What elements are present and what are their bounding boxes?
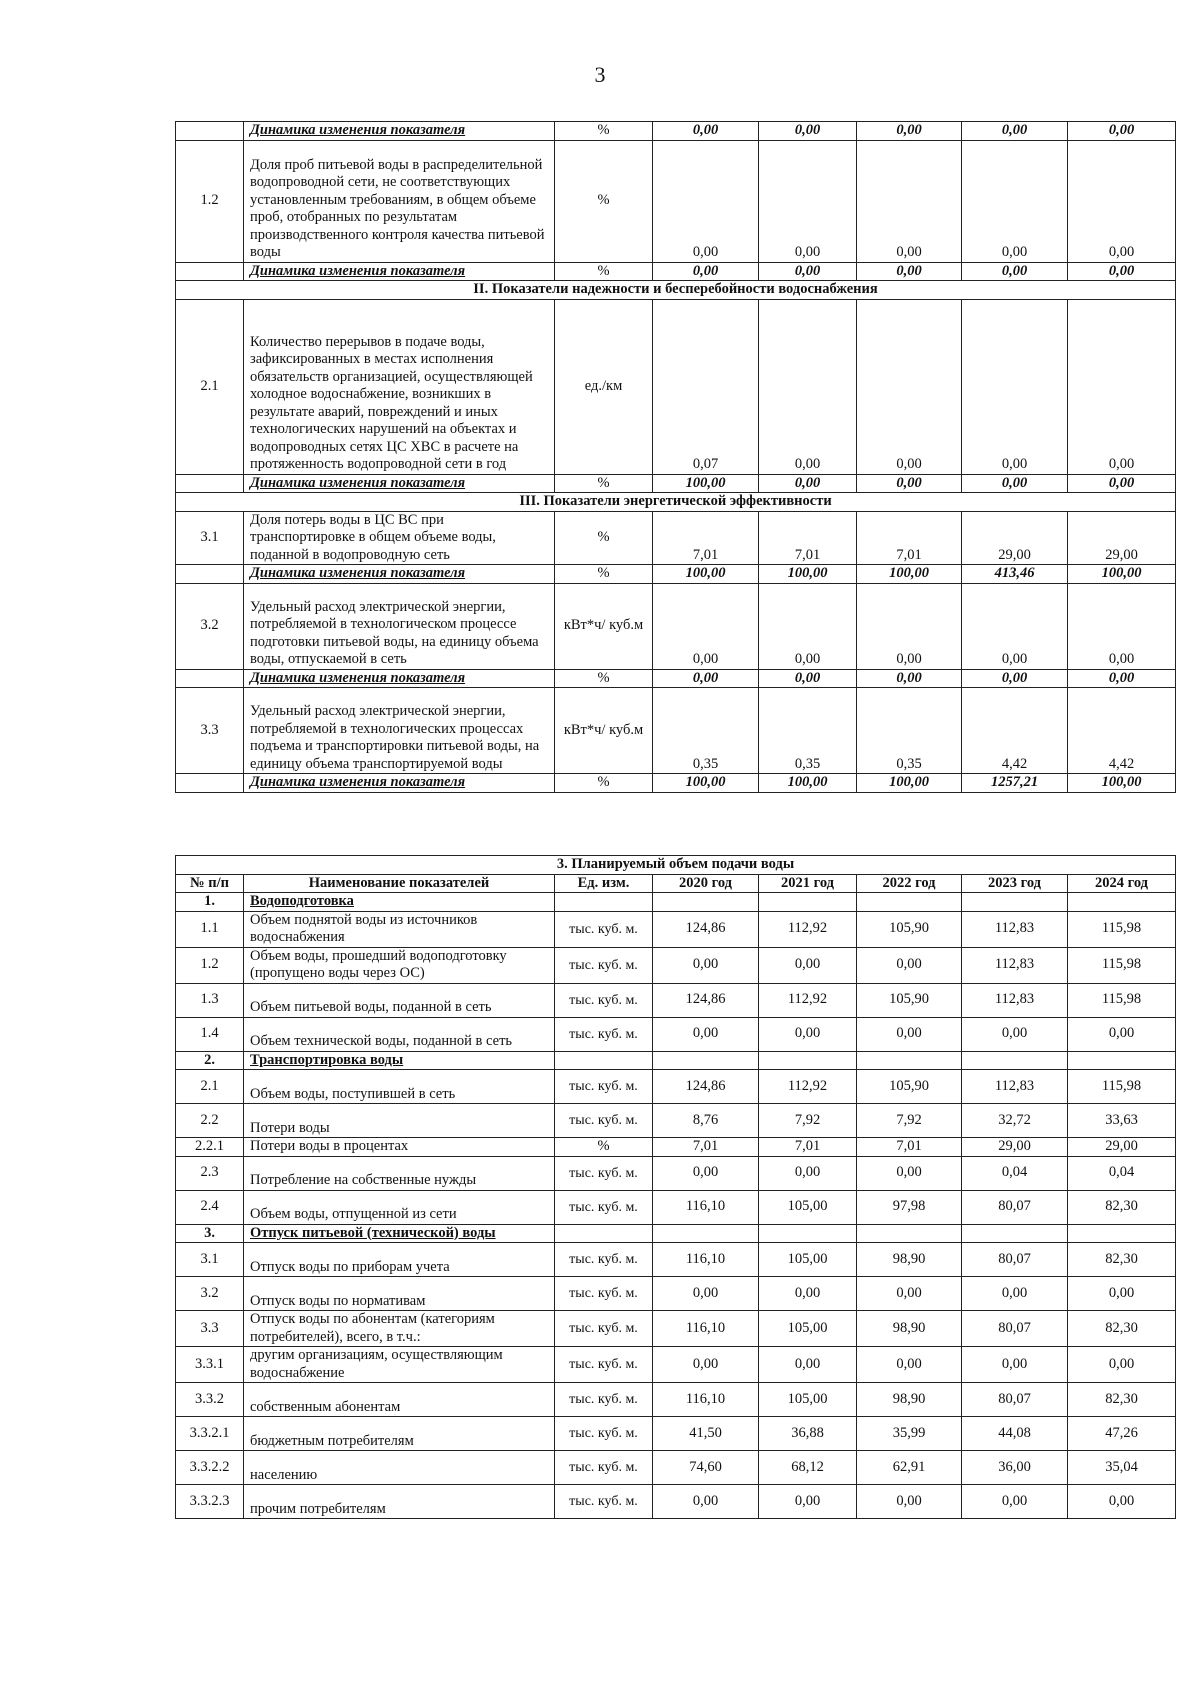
unit-cell: %	[555, 262, 653, 281]
value-cell: 0,00	[759, 1277, 857, 1311]
data-row	[176, 1311, 1176, 1347]
group-row	[176, 1051, 1176, 1070]
row-number: 2.4	[176, 1190, 244, 1224]
dynamics-value: 0,00	[653, 669, 759, 688]
dynamics-value: 0,00	[759, 262, 857, 281]
value-cell: 115,98	[1068, 1070, 1176, 1104]
value-cell: 7,01	[857, 1138, 962, 1157]
value-cell: 0,00	[962, 583, 1068, 669]
dynamics-value: 100,00	[759, 565, 857, 584]
value-cell: 112,92	[759, 983, 857, 1017]
indicator-name: Объем воды, отпущенной из сети	[244, 1190, 555, 1224]
row-number: 3.3.2	[176, 1383, 244, 1417]
dynamics-value: 100,00	[1068, 565, 1176, 584]
value-cell: 0,35	[759, 688, 857, 774]
column-header: 2022 год	[857, 874, 962, 893]
column-header: Ед. изм.	[555, 874, 653, 893]
value-cell: 116,10	[653, 1243, 759, 1277]
data-row	[176, 911, 1176, 947]
dynamics-label: Динамика изменения показателя	[244, 669, 555, 688]
dynamics-value: 0,00	[857, 669, 962, 688]
row-number: 3.3.2.1	[176, 1417, 244, 1451]
dynamics-value: 0,00	[962, 262, 1068, 281]
value-cell: 0,00	[759, 140, 857, 262]
row-number: 1.3	[176, 983, 244, 1017]
group-title: Отпуск питьевой (технической) воды	[244, 1224, 555, 1243]
data-row	[176, 947, 1176, 983]
row-number: 1.2	[176, 947, 244, 983]
indicator-name: Доля потерь воды в ЦС ВС при транспортировке в общем объеме воды, поданной в водопроводную сеть	[244, 511, 555, 565]
column-header: 2020 год	[653, 874, 759, 893]
unit-cell: %	[555, 774, 653, 793]
dynamics-value: 0,00	[759, 474, 857, 493]
dynamics-value: 0,00	[1068, 474, 1176, 493]
value-cell: 0,00	[653, 1347, 759, 1383]
data-row	[176, 1138, 1176, 1157]
value-cell: 29,00	[1068, 1138, 1176, 1157]
row-number: 3.3	[176, 1311, 244, 1347]
unit-cell: ед./км	[555, 299, 653, 474]
indicator-row	[176, 583, 1176, 669]
value-cell: 112,83	[962, 983, 1068, 1017]
value-cell: 0,00	[857, 1156, 962, 1190]
row-number: 3.1	[176, 511, 244, 565]
header-row	[176, 874, 1176, 893]
row-number: 3.3.1	[176, 1347, 244, 1383]
indicator-name: Отпуск воды по абонентам (категориям потребителей), всего, в т.ч.:	[244, 1311, 555, 1347]
value-cell: 0,00	[962, 1277, 1068, 1311]
data-row	[176, 983, 1176, 1017]
dynamics-value: 0,00	[962, 474, 1068, 493]
indicator-row	[176, 140, 1176, 262]
value-cell: 7,01	[759, 1138, 857, 1157]
value-cell: 80,07	[962, 1190, 1068, 1224]
unit-cell: тыс. куб. м.	[555, 1156, 653, 1190]
value-cell: 0,00	[653, 1485, 759, 1519]
column-header: № п/п	[176, 874, 244, 893]
unit-cell: тыс. куб. м.	[555, 1017, 653, 1051]
unit-cell: тыс. куб. м.	[555, 1347, 653, 1383]
indicator-name: Потери воды в процентах	[244, 1138, 555, 1157]
unit-cell: тыс. куб. м.	[555, 1277, 653, 1311]
value-cell: 7,01	[653, 1138, 759, 1157]
dynamics-value: 0,00	[1068, 669, 1176, 688]
dynamics-row	[176, 262, 1176, 281]
dynamics-value: 0,00	[653, 122, 759, 141]
row-number: 3.2	[176, 1277, 244, 1311]
value-cell: 0,00	[653, 583, 759, 669]
value-cell: 112,92	[759, 911, 857, 947]
value-cell: 112,83	[962, 947, 1068, 983]
value-cell: 7,92	[857, 1104, 962, 1138]
unit-cell: %	[555, 669, 653, 688]
value-cell: 0,00	[759, 299, 857, 474]
value-cell: 36,88	[759, 1417, 857, 1451]
unit-cell: тыс. куб. м.	[555, 1383, 653, 1417]
column-header: 2021 год	[759, 874, 857, 893]
row-number: 3.3.2.3	[176, 1485, 244, 1519]
value-cell: 0,35	[653, 688, 759, 774]
value-cell: 8,76	[653, 1104, 759, 1138]
unit-cell: %	[555, 140, 653, 262]
unit-cell: тыс. куб. м.	[555, 1417, 653, 1451]
table-title: 3. Планируемый объем подачи воды	[176, 856, 1176, 875]
unit-cell: %	[555, 565, 653, 584]
row-number: 3.1	[176, 1243, 244, 1277]
value-cell: 0,00	[962, 1485, 1068, 1519]
value-cell: 80,07	[962, 1311, 1068, 1347]
column-header: 2024 год	[1068, 874, 1176, 893]
value-cell: 105,00	[759, 1243, 857, 1277]
value-cell: 80,07	[962, 1383, 1068, 1417]
row-number: 3.2	[176, 583, 244, 669]
value-cell: 0,00	[1068, 1347, 1176, 1383]
group-number: 1.	[176, 893, 244, 912]
unit-cell: %	[555, 122, 653, 141]
value-cell: 112,92	[759, 1070, 857, 1104]
dynamics-value: 0,00	[759, 669, 857, 688]
value-cell: 0,35	[857, 688, 962, 774]
value-cell: 7,92	[759, 1104, 857, 1138]
value-cell: 35,04	[1068, 1451, 1176, 1485]
page-number: 3	[594, 62, 606, 87]
value-cell: 0,00	[962, 1017, 1068, 1051]
value-cell: 0,00	[1068, 299, 1176, 474]
value-cell: 115,98	[1068, 947, 1176, 983]
value-cell: 7,01	[759, 511, 857, 565]
row-number: 2.1	[176, 299, 244, 474]
row-number: 1.2	[176, 140, 244, 262]
data-row	[176, 1017, 1176, 1051]
row-number: 1.4	[176, 1017, 244, 1051]
unit-cell: тыс. куб. м.	[555, 1451, 653, 1485]
value-cell: 0,00	[653, 947, 759, 983]
dynamics-value: 0,00	[962, 122, 1068, 141]
value-cell: 7,01	[857, 511, 962, 565]
value-cell: 29,00	[1068, 511, 1176, 565]
indicator-name: другим организациям, осуществляющим водоснабжение	[244, 1347, 555, 1383]
data-row	[176, 1347, 1176, 1383]
row-number: 2.2.1	[176, 1138, 244, 1157]
value-cell: 80,07	[962, 1243, 1068, 1277]
row-number: 1.1	[176, 911, 244, 947]
value-cell: 82,30	[1068, 1383, 1176, 1417]
row-number: 3.3	[176, 688, 244, 774]
group-row	[176, 1224, 1176, 1243]
value-cell: 0,07	[653, 299, 759, 474]
unit-cell: тыс. куб. м.	[555, 1190, 653, 1224]
indicator-name: Объем поднятой воды из источников водоснабжения	[244, 911, 555, 947]
dynamics-value: 0,00	[857, 474, 962, 493]
dynamics-label: Динамика изменения показателя	[244, 774, 555, 793]
indicator-row	[176, 299, 1176, 474]
value-cell: 0,00	[1068, 140, 1176, 262]
row-number: 2.1	[176, 1070, 244, 1104]
data-row	[176, 1243, 1176, 1277]
value-cell: 0,00	[857, 299, 962, 474]
dynamics-label: Динамика изменения показателя	[244, 565, 555, 584]
indicator-name: Отпуск воды по приборам учета	[244, 1243, 555, 1277]
dynamics-label: Динамика изменения показателя	[244, 122, 555, 141]
value-cell: 36,00	[962, 1451, 1068, 1485]
data-row	[176, 1485, 1176, 1519]
value-cell: 0,00	[759, 583, 857, 669]
value-cell: 32,72	[962, 1104, 1068, 1138]
column-header: 2023 год	[962, 874, 1068, 893]
value-cell: 0,00	[962, 299, 1068, 474]
unit-cell: кВт*ч/ куб.м	[555, 583, 653, 669]
value-cell: 105,90	[857, 911, 962, 947]
value-cell: 0,00	[857, 140, 962, 262]
data-row	[176, 1070, 1176, 1104]
value-cell: 105,00	[759, 1383, 857, 1417]
value-cell: 4,42	[962, 688, 1068, 774]
value-cell: 0,00	[759, 947, 857, 983]
value-cell: 0,04	[962, 1156, 1068, 1190]
indicator-row	[176, 511, 1176, 565]
value-cell: 7,01	[653, 511, 759, 565]
dynamics-value: 100,00	[653, 565, 759, 584]
dynamics-value: 100,00	[857, 565, 962, 584]
indicator-name: Объем воды, прошедший водоподготовку (пропущено воды через ОС)	[244, 947, 555, 983]
unit-cell: тыс. куб. м.	[555, 1311, 653, 1347]
dynamics-label: Динамика изменения показателя	[244, 262, 555, 281]
indicator-name: Отпуск воды по нормативам	[244, 1277, 555, 1311]
value-cell: 0,00	[653, 1156, 759, 1190]
value-cell: 0,00	[857, 1277, 962, 1311]
water-supply-table	[175, 855, 1176, 1519]
indicator-name: прочим потребителям	[244, 1485, 555, 1519]
value-cell: 0,00	[857, 947, 962, 983]
value-cell: 0,00	[653, 1017, 759, 1051]
value-cell: 116,10	[653, 1190, 759, 1224]
dynamics-value: 0,00	[1068, 262, 1176, 281]
indicator-name: Удельный расход электрической энергии, потребляемой в технологическом процессе подготовки питьевой воды, на единицу объема воды, отпускаемой в сеть	[244, 583, 555, 669]
value-cell: 74,60	[653, 1451, 759, 1485]
value-cell: 0,00	[1068, 1017, 1176, 1051]
value-cell: 98,90	[857, 1243, 962, 1277]
indicator-name: населению	[244, 1451, 555, 1485]
dynamics-row	[176, 565, 1176, 584]
value-cell: 0,00	[1068, 1277, 1176, 1311]
indicator-name: Количество перерывов в подаче воды, зафиксированных в местах исполнения обязательств организацией, осуществляющей холодное водоснабжение, возникших в результате аварий, повреждений и иных технологических нарушений на объектах и водопроводных сетях ЦС ХВС в расчете на протяженность водопроводной сети в год	[244, 299, 555, 474]
indicator-name: Удельный расход электрической энергии, потребляемой в технологических процессах подъема и транспортировки питьевой воды, на единицу объема транспортируемой воды	[244, 688, 555, 774]
value-cell: 0,00	[759, 1017, 857, 1051]
value-cell: 115,98	[1068, 911, 1176, 947]
section-title: II. Показатели надежности и бесперебойности водоснабжения	[176, 281, 1176, 300]
row-number: 3.3.2.2	[176, 1451, 244, 1485]
unit-cell: тыс. куб. м.	[555, 1243, 653, 1277]
dynamics-value: 100,00	[653, 774, 759, 793]
row-number: 2.3	[176, 1156, 244, 1190]
value-cell: 82,30	[1068, 1311, 1176, 1347]
value-cell: 98,90	[857, 1311, 962, 1347]
group-title: Водоподготовка	[244, 893, 555, 912]
dynamics-value: 0,00	[759, 122, 857, 141]
unit-cell: кВт*ч/ куб.м	[555, 688, 653, 774]
data-row	[176, 1277, 1176, 1311]
value-cell: 82,30	[1068, 1243, 1176, 1277]
value-cell: 116,10	[653, 1311, 759, 1347]
value-cell: 124,86	[653, 911, 759, 947]
value-cell: 33,63	[1068, 1104, 1176, 1138]
value-cell: 0,00	[759, 1485, 857, 1519]
indicator-row	[176, 688, 1176, 774]
indicator-name: Доля проб питьевой воды в распределительной водопроводной сети, не соответствующих установленным требованиям, в общем объеме проб, отобранных по результатам производственного контроля качества питьевой воды	[244, 140, 555, 262]
value-cell: 35,99	[857, 1417, 962, 1451]
dynamics-value: 0,00	[857, 262, 962, 281]
indicator-name: Потребление на собственные нужды	[244, 1156, 555, 1190]
dynamics-value: 0,00	[857, 122, 962, 141]
data-row	[176, 1451, 1176, 1485]
dynamics-value: 0,00	[962, 669, 1068, 688]
unit-cell: тыс. куб. м.	[555, 1485, 653, 1519]
unit-cell: тыс. куб. м.	[555, 911, 653, 947]
value-cell: 0,00	[857, 1485, 962, 1519]
dynamics-value: 1257,21	[962, 774, 1068, 793]
dynamics-value: 100,00	[653, 474, 759, 493]
value-cell: 112,83	[962, 911, 1068, 947]
section-row	[176, 281, 1176, 300]
value-cell: 105,90	[857, 1070, 962, 1104]
value-cell: 105,90	[857, 983, 962, 1017]
data-row	[176, 1104, 1176, 1138]
dynamics-row	[176, 474, 1176, 493]
value-cell: 98,90	[857, 1383, 962, 1417]
value-cell: 0,00	[759, 1156, 857, 1190]
data-row	[176, 1383, 1176, 1417]
value-cell: 0,00	[857, 1017, 962, 1051]
unit-cell: %	[555, 474, 653, 493]
value-cell: 105,00	[759, 1190, 857, 1224]
value-cell: 115,98	[1068, 983, 1176, 1017]
unit-cell: тыс. куб. м.	[555, 1104, 653, 1138]
indicator-name: Объем питьевой воды, поданной в сеть	[244, 983, 555, 1017]
group-row	[176, 893, 1176, 912]
indicator-name: Объем технической воды, поданной в сеть	[244, 1017, 555, 1051]
value-cell: 97,98	[857, 1190, 962, 1224]
value-cell: 105,00	[759, 1311, 857, 1347]
value-cell: 68,12	[759, 1451, 857, 1485]
dynamics-row	[176, 122, 1176, 141]
column-header: Наименование показателей	[244, 874, 555, 893]
value-cell: 44,08	[962, 1417, 1068, 1451]
value-cell: 29,00	[962, 511, 1068, 565]
unit-cell: тыс. куб. м.	[555, 947, 653, 983]
value-cell: 0,00	[653, 1277, 759, 1311]
indicator-name: бюджетным потребителям	[244, 1417, 555, 1451]
dynamics-value: 100,00	[759, 774, 857, 793]
dynamics-row	[176, 669, 1176, 688]
unit-cell: тыс. куб. м.	[555, 1070, 653, 1104]
dynamics-value: 0,00	[1068, 122, 1176, 141]
value-cell: 0,00	[857, 583, 962, 669]
value-cell: 0,00	[1068, 583, 1176, 669]
indicator-name: Потери воды	[244, 1104, 555, 1138]
value-cell: 0,00	[962, 1347, 1068, 1383]
indicator-name: собственным абонентам	[244, 1383, 555, 1417]
data-row	[176, 1156, 1176, 1190]
value-cell: 4,42	[1068, 688, 1176, 774]
dynamics-value: 100,00	[857, 774, 962, 793]
value-cell: 112,83	[962, 1070, 1068, 1104]
title-row	[176, 856, 1176, 875]
dynamics-value: 100,00	[1068, 774, 1176, 793]
value-cell: 0,04	[1068, 1156, 1176, 1190]
value-cell: 0,00	[857, 1347, 962, 1383]
group-number: 2.	[176, 1051, 244, 1070]
unit-cell: %	[555, 511, 653, 565]
data-row	[176, 1190, 1176, 1224]
value-cell: 124,86	[653, 1070, 759, 1104]
data-row	[176, 1417, 1176, 1451]
group-number: 3.	[176, 1224, 244, 1243]
unit-cell: %	[555, 1138, 653, 1157]
value-cell: 0,00	[759, 1347, 857, 1383]
dynamics-label: Динамика изменения показателя	[244, 474, 555, 493]
value-cell: 47,26	[1068, 1417, 1176, 1451]
indicators-table	[175, 121, 1176, 793]
unit-cell: тыс. куб. м.	[555, 983, 653, 1017]
value-cell: 62,91	[857, 1451, 962, 1485]
dynamics-value: 0,00	[653, 262, 759, 281]
value-cell: 116,10	[653, 1383, 759, 1417]
value-cell: 0,00	[1068, 1485, 1176, 1519]
value-cell: 124,86	[653, 983, 759, 1017]
value-cell: 0,00	[962, 140, 1068, 262]
value-cell: 82,30	[1068, 1190, 1176, 1224]
section-row	[176, 493, 1176, 512]
value-cell: 41,50	[653, 1417, 759, 1451]
dynamics-value: 413,46	[962, 565, 1068, 584]
section-title: III. Показатели энергетической эффективности	[176, 493, 1176, 512]
indicator-name: Объем воды, поступившей в сеть	[244, 1070, 555, 1104]
dynamics-row	[176, 774, 1176, 793]
value-cell: 0,00	[653, 140, 759, 262]
group-title: Транспортировка воды	[244, 1051, 555, 1070]
row-number: 2.2	[176, 1104, 244, 1138]
value-cell: 29,00	[962, 1138, 1068, 1157]
